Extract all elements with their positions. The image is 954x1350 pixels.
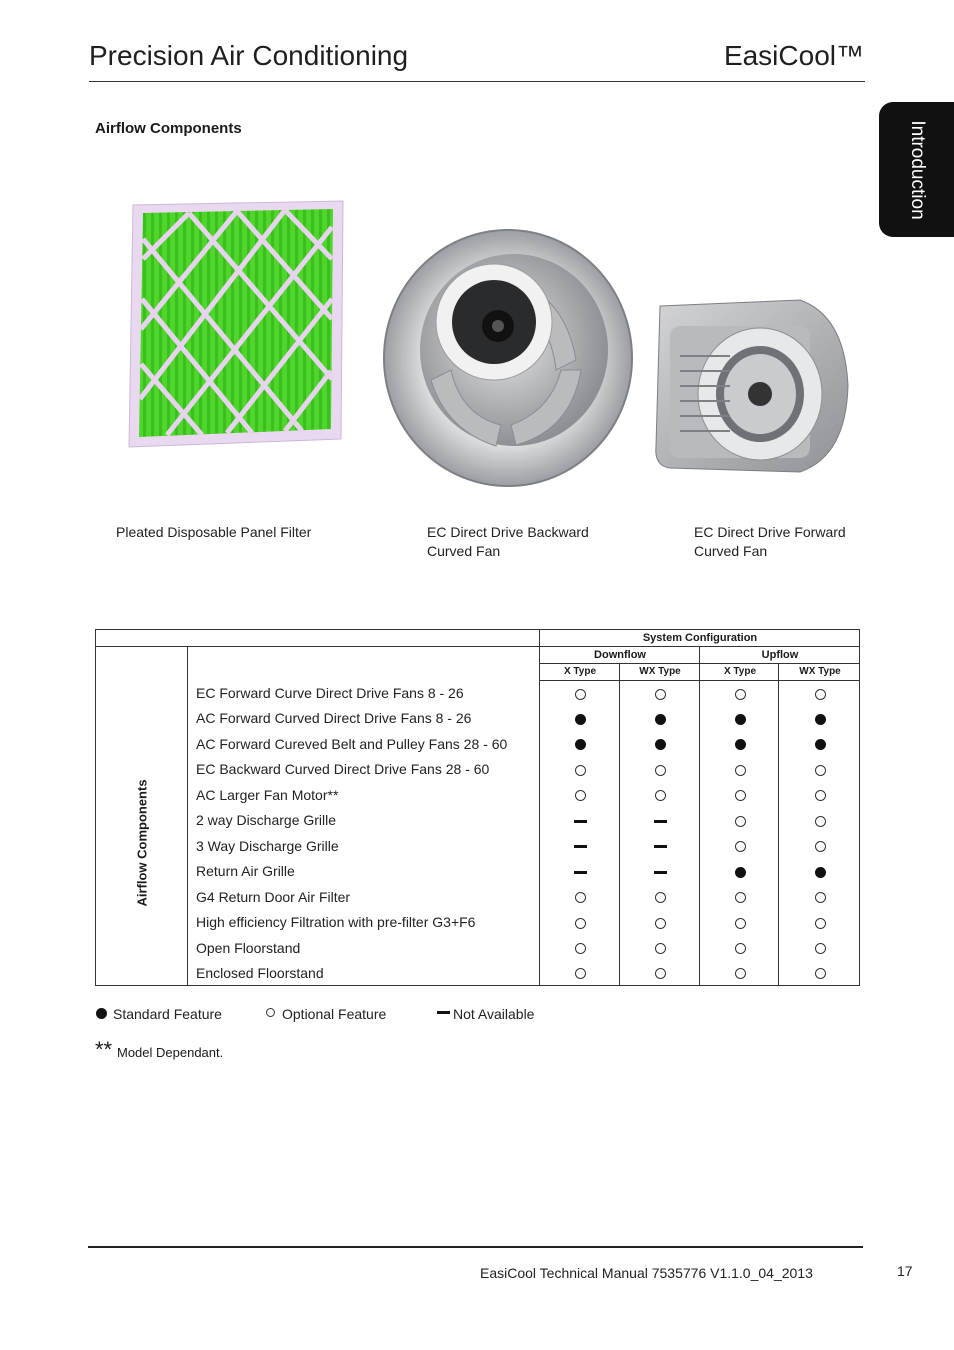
forward-curved-fan-image xyxy=(650,296,850,474)
footer-divider xyxy=(88,1246,863,1248)
page-header-title: Precision Air Conditioning xyxy=(89,40,409,71)
optional-feature-icon xyxy=(655,892,666,903)
downflow-header: Downflow xyxy=(594,649,646,661)
standard-feature-icon xyxy=(815,867,826,878)
table-row-label: Enclosed Floorstand xyxy=(196,964,324,981)
optional-feature-icon xyxy=(735,918,746,929)
optional-feature-icon xyxy=(575,892,586,903)
standard-feature-icon xyxy=(735,714,746,725)
optional-feature-icon xyxy=(575,943,586,954)
optional-feature-icon xyxy=(735,892,746,903)
header-divider xyxy=(89,81,865,82)
optional-feature-icon xyxy=(815,790,826,801)
table-rule xyxy=(540,680,860,681)
section-title: Airflow Components xyxy=(95,120,242,137)
pleated-filter-image xyxy=(127,199,345,451)
optional-feature-icon xyxy=(575,689,586,700)
forward-fan-caption-line2: Curved Fan xyxy=(694,543,768,559)
standard-feature-icon xyxy=(655,714,666,725)
backward-fan-caption xyxy=(427,523,589,561)
table-row-label: AC Forward Cureved Belt and Pulley Fans 28 - 60 xyxy=(196,735,508,752)
optional-feature-icon xyxy=(735,841,746,852)
optional-feature-icon xyxy=(655,790,666,801)
optional-feature-icon xyxy=(655,765,666,776)
page-number: 17 xyxy=(897,1263,913,1279)
standard-feature-icon xyxy=(815,714,826,725)
optional-feature-icon xyxy=(575,968,586,979)
table-rule xyxy=(619,663,620,986)
optional-feature-icon xyxy=(735,943,746,954)
optional-feature-icon xyxy=(815,892,826,903)
filter-caption xyxy=(116,523,311,542)
standard-feature-icon xyxy=(655,739,666,750)
table-row-label: High efficiency Filtration with pre-filter G3+F6 xyxy=(196,914,476,931)
footer-manual-reference: EasiCool Technical Manual 7535776 V1.1.0_04_2013 xyxy=(480,1265,813,1281)
upflow-header: Upflow xyxy=(761,649,799,661)
not-available-icon xyxy=(654,871,667,874)
table-row-label: 2 way Discharge Grille xyxy=(196,812,337,829)
upflow-wx-type-header: WX Type xyxy=(799,666,841,677)
not-available-icon xyxy=(574,820,587,823)
not-available-icon xyxy=(574,845,587,848)
optional-feature-icon xyxy=(815,816,826,827)
table-row-label: AC Forward Curved Direct Drive Fans 8 - 26 xyxy=(196,710,472,727)
optional-feature-icon xyxy=(655,918,666,929)
backward-curved-fan-image xyxy=(376,220,636,490)
optional-feature-icon xyxy=(575,790,586,801)
downflow-wx-type-header: WX Type xyxy=(639,666,681,677)
optional-feature-icon xyxy=(266,1008,275,1017)
upflow-x-type-header: X Type xyxy=(723,666,757,677)
downflow-x-type-header: X Type xyxy=(563,666,597,677)
optional-feature-icon xyxy=(815,918,826,929)
standard-feature-icon xyxy=(575,714,586,725)
table-rule xyxy=(540,663,860,664)
not-available-icon xyxy=(574,871,587,874)
page-header-brand: EasiCool™ xyxy=(723,40,864,71)
table-row-label: G4 Return Door Air Filter xyxy=(196,888,351,905)
table-rule xyxy=(539,629,540,986)
optional-feature-icon xyxy=(735,816,746,827)
footnote-text: Model Dependant. xyxy=(117,1045,224,1060)
standard-feature-icon xyxy=(735,739,746,750)
optional-feature-icon xyxy=(575,918,586,929)
table-rule xyxy=(778,663,779,986)
optional-feature-icon xyxy=(815,689,826,700)
optional-feature-icon xyxy=(655,689,666,700)
not-available-icon xyxy=(437,1011,450,1014)
section-side-tab xyxy=(879,102,954,237)
forward-fan-caption-line1: EC Direct Drive Forward xyxy=(694,524,846,540)
legend-standard: Standard Feature xyxy=(113,1006,222,1022)
legend-optional: Optional Feature xyxy=(282,1006,387,1022)
forward-fan-caption xyxy=(694,523,846,561)
optional-feature-icon xyxy=(575,765,586,776)
table-rule xyxy=(187,646,188,986)
optional-feature-icon xyxy=(815,943,826,954)
table-row-label: EC Backward Curved Direct Drive Fans 28 - 60 xyxy=(196,761,490,778)
optional-feature-icon xyxy=(735,689,746,700)
optional-feature-icon xyxy=(815,765,826,776)
filter-caption-line1: Pleated Disposable Panel Filter xyxy=(116,524,312,540)
table-row-label: AC Larger Fan Motor** xyxy=(196,786,339,803)
table-row-label: Return Air Grille xyxy=(196,863,295,880)
not-available-icon xyxy=(654,820,667,823)
optional-feature-icon xyxy=(735,790,746,801)
system-configuration-header: System Configuration xyxy=(642,632,758,644)
table-row-label: 3 Way Discharge Grille xyxy=(196,837,339,854)
optional-feature-icon xyxy=(735,765,746,776)
optional-feature-icon xyxy=(815,841,826,852)
standard-feature-icon xyxy=(815,739,826,750)
airflow-components-group-label: Airflow Components xyxy=(134,779,150,907)
table-row-label: Open Floorstand xyxy=(196,939,301,956)
standard-feature-icon xyxy=(735,867,746,878)
table-rule xyxy=(699,646,700,986)
standard-feature-icon xyxy=(96,1008,107,1019)
not-available-icon xyxy=(654,845,667,848)
backward-fan-caption-line1: EC Direct Drive Backward xyxy=(427,524,589,540)
side-tab-label: Introduction xyxy=(906,119,928,220)
footnote-asterisks: ** xyxy=(95,1037,113,1062)
optional-feature-icon xyxy=(735,968,746,979)
airflow-components-table xyxy=(95,629,860,986)
optional-feature-icon xyxy=(655,968,666,979)
standard-feature-icon xyxy=(575,739,586,750)
backward-fan-caption-line2: Curved Fan xyxy=(427,543,501,559)
optional-feature-icon xyxy=(815,968,826,979)
table-rule xyxy=(95,646,860,647)
optional-feature-icon xyxy=(655,943,666,954)
table-row-label: EC Forward Curve Direct Drive Fans 8 - 26 xyxy=(196,685,464,701)
legend-not-available: Not Available xyxy=(453,1006,535,1022)
